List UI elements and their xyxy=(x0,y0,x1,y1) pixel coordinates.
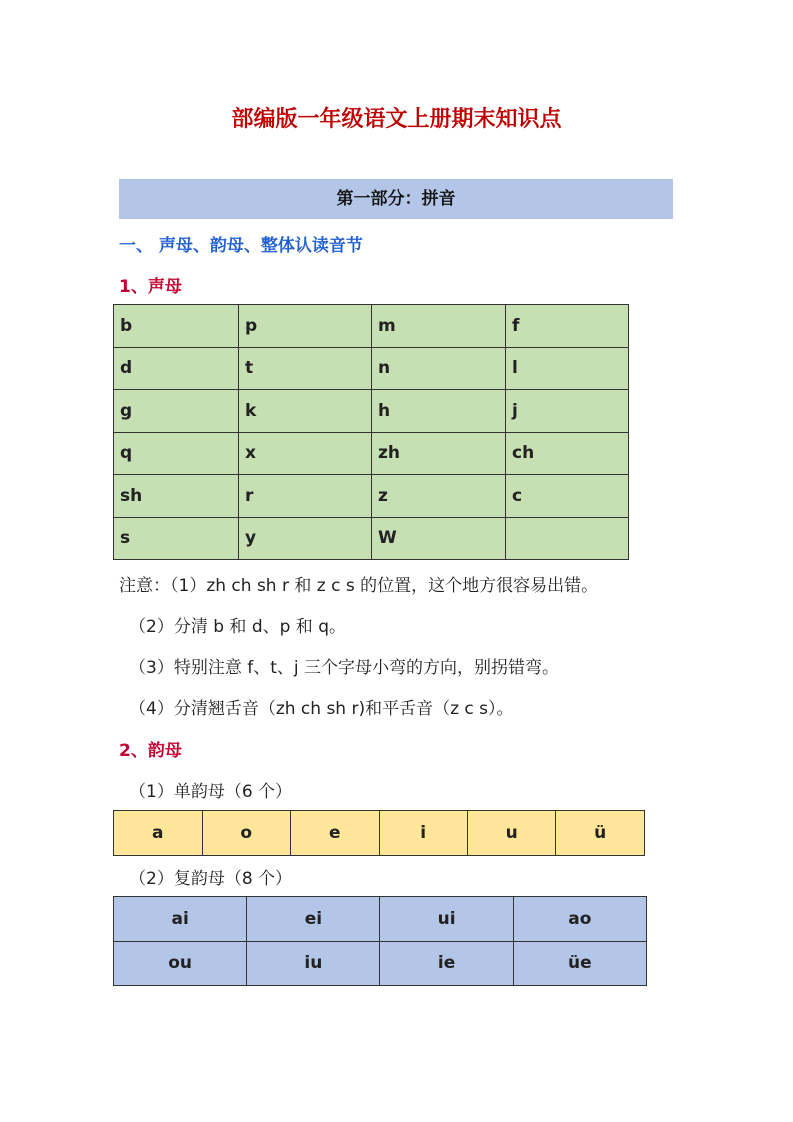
table-cell: a xyxy=(114,811,203,856)
table-cell: s xyxy=(114,517,239,560)
table-cell: k xyxy=(239,390,372,433)
table-cell: f xyxy=(506,305,629,348)
compound-finals-label: （2）复韵母（8 个） xyxy=(129,869,293,889)
table-cell: zh xyxy=(372,432,506,475)
table-cell: z xyxy=(372,475,506,518)
page-title: 部编版一年级语文上册期末知识点 xyxy=(231,107,562,132)
table-cell: u xyxy=(467,811,556,856)
initials-heading: 1、声母 xyxy=(119,277,182,297)
table-cell: c xyxy=(506,475,629,518)
table-cell: x xyxy=(239,432,372,475)
table-cell: W xyxy=(372,517,506,560)
table-cell: l xyxy=(506,347,629,390)
table-cell: o xyxy=(202,811,291,856)
table-cell: m xyxy=(372,305,506,348)
table-cell: ei xyxy=(247,897,380,942)
table-cell: n xyxy=(372,347,506,390)
table-row xyxy=(114,347,629,390)
table-cell: i xyxy=(379,811,467,856)
table-row xyxy=(114,517,629,560)
table-cell: y xyxy=(239,517,372,560)
table-cell: h xyxy=(372,390,506,433)
note-line: （2）分清 b 和 d、p 和 q。 xyxy=(129,617,346,637)
table-cell: q xyxy=(114,432,239,475)
table-cell: r xyxy=(239,475,372,518)
note-line: （4）分清翘舌音（zh ch sh r)和平舌音（z c s）。 xyxy=(129,699,514,719)
table-cell: iu xyxy=(247,941,380,986)
table-cell: d xyxy=(114,347,239,390)
table-row xyxy=(114,897,647,942)
table-cell: e xyxy=(291,811,380,856)
note-line: （3）特别注意 f、t、j 三个字母小弯的方向，别拐错弯。 xyxy=(129,658,559,678)
compound-finals-table xyxy=(113,896,647,986)
table-row xyxy=(114,475,629,518)
initials-table xyxy=(113,304,629,560)
table-row xyxy=(114,390,629,433)
table-cell: ui xyxy=(380,897,513,942)
table-cell: sh xyxy=(114,475,239,518)
table-row xyxy=(114,305,629,348)
table-cell: g xyxy=(114,390,239,433)
table-cell: üe xyxy=(513,941,646,986)
part-header: 第一部分：拼音 xyxy=(119,179,673,219)
table-cell: j xyxy=(506,390,629,433)
table-cell: t xyxy=(239,347,372,390)
table-cell: ai xyxy=(114,897,247,942)
table-row xyxy=(114,811,645,856)
table-cell: ü xyxy=(556,811,645,856)
simple-finals-table xyxy=(113,810,645,856)
table-cell: ie xyxy=(380,941,513,986)
finals-heading: 2、韵母 xyxy=(119,741,182,761)
table-cell: ou xyxy=(114,941,247,986)
table-cell: p xyxy=(239,305,372,348)
simple-finals-label: （1）单韵母（6 个） xyxy=(129,782,293,802)
note-line: 注意：（1）zh ch sh r 和 z c s 的位置，这个地方很容易出错。 xyxy=(119,576,599,596)
table-cell: ch xyxy=(506,432,629,475)
table-row xyxy=(114,941,647,986)
table-cell: b xyxy=(114,305,239,348)
table-cell xyxy=(506,517,629,560)
table-cell: ao xyxy=(513,897,646,942)
section-heading: 一、 声母、韵母、整体认读音节 xyxy=(119,236,363,256)
table-row xyxy=(114,432,629,475)
